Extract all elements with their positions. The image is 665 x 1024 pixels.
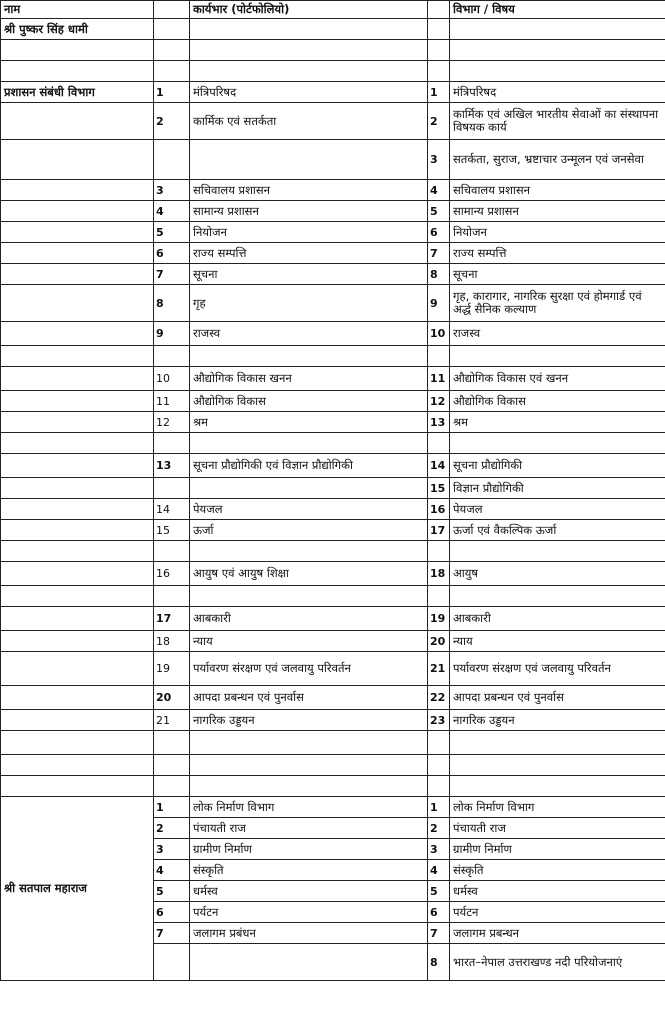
table-cell <box>154 776 190 797</box>
table-cell: न्याय <box>190 631 428 652</box>
table-cell: 5 <box>428 881 450 902</box>
table-cell <box>1 686 154 710</box>
table-cell <box>1 322 154 346</box>
table-cell: 14 <box>428 454 450 478</box>
table-cell: भारत–नेपाल उत्तराखण्ड नदी परियोजनाएं <box>450 944 665 981</box>
table-cell <box>1 222 154 243</box>
table-cell <box>154 541 190 562</box>
table-cell: न्याय <box>450 631 665 652</box>
table-row <box>1 797 665 818</box>
table-cell: 23 <box>428 710 450 731</box>
table-cell <box>450 40 665 61</box>
table-cell <box>190 61 428 82</box>
table-row <box>1 103 665 140</box>
table-row <box>1 562 665 586</box>
minister-name: श्री सतपाल महाराज <box>1 797 154 981</box>
table-cell: गृह, कारागार, नागरिक सुरक्षा एवं होमगार्ड एवं अर्द्ध सैनिक कल्याण <box>450 285 665 322</box>
empty-row <box>1 541 665 562</box>
table-cell: 7 <box>154 923 190 944</box>
table-cell: 2 <box>428 103 450 140</box>
table-cell: राजस्व <box>450 322 665 346</box>
table-cell: विज्ञान प्रौद्योगिकी <box>450 478 665 499</box>
table-row <box>1 391 665 412</box>
table-cell: 11 <box>154 391 190 412</box>
table-cell <box>190 755 428 776</box>
table-row <box>1 478 665 499</box>
table-cell <box>154 40 190 61</box>
section-title: प्रशासन संबंधी विभाग <box>1 82 154 103</box>
table-cell: 13 <box>428 412 450 433</box>
table-cell: मंत्रिपरिषद <box>450 82 665 103</box>
table-cell: 3 <box>154 839 190 860</box>
table-cell <box>190 776 428 797</box>
table-cell <box>1 103 154 140</box>
table-cell: सामान्य प्रशासन <box>190 201 428 222</box>
table-cell: 13 <box>154 454 190 478</box>
table-cell: नियोजन <box>450 222 665 243</box>
table-cell <box>1 607 154 631</box>
table-cell: 19 <box>428 607 450 631</box>
table-cell: 4 <box>428 180 450 201</box>
table-cell <box>450 731 665 755</box>
table-cell: 1 <box>428 82 450 103</box>
table-cell: राजस्व <box>190 322 428 346</box>
table-cell: पंचायती राज <box>190 818 428 839</box>
table-cell: पर्यटन <box>450 902 665 923</box>
table-cell: औद्योगिक विकास खनन <box>190 367 428 391</box>
table-row <box>1 710 665 731</box>
table-row <box>1 285 665 322</box>
table-cell: 1 <box>154 797 190 818</box>
table-cell: पर्यटन <box>190 902 428 923</box>
minister-row <box>1 19 665 40</box>
table-cell: 21 <box>154 710 190 731</box>
table-cell: सतर्कता, सुराज, भ्रष्टाचार उन्मूलन एवं जनसेवा <box>450 140 665 180</box>
table-cell: सामान्य प्रशासन <box>450 201 665 222</box>
table-cell: श्रम <box>190 412 428 433</box>
table-cell <box>1 412 154 433</box>
table-cell: 17 <box>428 520 450 541</box>
table-cell <box>450 61 665 82</box>
table-row <box>1 264 665 285</box>
table-cell: 19 <box>154 652 190 686</box>
table-cell <box>1 367 154 391</box>
header-name: नाम <box>1 1 154 19</box>
table-cell: 5 <box>154 222 190 243</box>
table-cell: नियोजन <box>190 222 428 243</box>
table-cell <box>1 61 154 82</box>
table-cell: 9 <box>428 285 450 322</box>
table-cell <box>1 201 154 222</box>
table-cell <box>428 433 450 454</box>
table-cell: 5 <box>154 881 190 902</box>
table-cell: जलागम प्रबंधन <box>190 923 428 944</box>
table-cell <box>154 944 190 981</box>
table-row <box>1 631 665 652</box>
table-cell <box>154 346 190 367</box>
table-cell: पेयजल <box>190 499 428 520</box>
table-cell <box>450 541 665 562</box>
table-cell: 11 <box>428 367 450 391</box>
table-row <box>1 243 665 264</box>
table-cell: 18 <box>428 562 450 586</box>
table-cell: 7 <box>154 264 190 285</box>
table-cell: औद्योगिक विकास एवं खनन <box>450 367 665 391</box>
table-cell: पर्यावरण संरक्षण एवं जलवायु परिवर्तन <box>450 652 665 686</box>
table-cell: 12 <box>154 412 190 433</box>
table-cell <box>1 433 154 454</box>
table-cell: जलागम प्रबन्धन <box>450 923 665 944</box>
table-cell <box>450 776 665 797</box>
table-cell <box>428 776 450 797</box>
table-cell: 6 <box>154 243 190 264</box>
table-cell <box>190 541 428 562</box>
table-cell: 5 <box>428 201 450 222</box>
table-cell <box>450 433 665 454</box>
table-cell: आबकारी <box>190 607 428 631</box>
empty-row <box>1 776 665 797</box>
table-row <box>1 454 665 478</box>
table-cell: 2 <box>154 818 190 839</box>
table-cell: सूचना <box>190 264 428 285</box>
table-cell: 15 <box>154 520 190 541</box>
table-cell: 1 <box>428 797 450 818</box>
table-cell <box>1 243 154 264</box>
table-cell: ग्रामीण निर्माण <box>450 839 665 860</box>
table-cell: 8 <box>154 285 190 322</box>
table-cell: 6 <box>428 222 450 243</box>
table-cell <box>450 346 665 367</box>
table-cell <box>1 541 154 562</box>
table-cell <box>428 61 450 82</box>
table-row <box>1 140 665 180</box>
table-cell: 8 <box>428 264 450 285</box>
table-row <box>1 412 665 433</box>
table-cell: गृह <box>190 285 428 322</box>
table-cell: 3 <box>428 839 450 860</box>
table-cell <box>428 755 450 776</box>
table-cell: 8 <box>428 944 450 981</box>
table-cell <box>190 346 428 367</box>
table-cell: पंचायती राज <box>450 818 665 839</box>
table-cell: 4 <box>154 860 190 881</box>
table-cell <box>154 731 190 755</box>
table-cell <box>1 264 154 285</box>
table-cell: कार्मिक एवं सतर्कता <box>190 103 428 140</box>
table-cell: राज्य सम्पत्ति <box>190 243 428 264</box>
table-row <box>1 520 665 541</box>
empty-row <box>1 755 665 776</box>
table-cell <box>428 346 450 367</box>
table-cell: आपदा प्रबन्धन एवं पुनर्वास <box>190 686 428 710</box>
table-cell <box>190 433 428 454</box>
table-cell: ग्रामीण निर्माण <box>190 839 428 860</box>
empty-row <box>1 433 665 454</box>
table-cell: पेयजल <box>450 499 665 520</box>
table-cell <box>190 731 428 755</box>
table-cell: 7 <box>428 243 450 264</box>
table-cell: धर्मस्व <box>190 881 428 902</box>
table-cell: ऊर्जा <box>190 520 428 541</box>
empty-row <box>1 586 665 607</box>
table-cell <box>450 586 665 607</box>
table-cell: 22 <box>428 686 450 710</box>
table-cell <box>1 285 154 322</box>
table-row <box>1 222 665 243</box>
table-cell: सूचना <box>450 264 665 285</box>
table-cell <box>1 40 154 61</box>
table-cell <box>190 944 428 981</box>
table-cell <box>1 391 154 412</box>
empty-row <box>1 346 665 367</box>
table-cell <box>1 710 154 731</box>
table-cell: आयुष <box>450 562 665 586</box>
table-row <box>1 499 665 520</box>
table-cell: संस्कृति <box>190 860 428 881</box>
table-cell <box>1 499 154 520</box>
table-cell: आपदा प्रबन्धन एवं पुनर्वास <box>450 686 665 710</box>
table-cell: संस्कृति <box>450 860 665 881</box>
table-row <box>1 686 665 710</box>
table-cell <box>1 478 154 499</box>
table-cell: 2 <box>154 103 190 140</box>
table-cell: 3 <box>428 140 450 180</box>
table-cell: नागरिक उड्डयन <box>450 710 665 731</box>
table-cell <box>428 586 450 607</box>
table-cell <box>1 346 154 367</box>
table-row <box>1 180 665 201</box>
table-cell: लोक निर्माण विभाग <box>450 797 665 818</box>
table-cell <box>154 755 190 776</box>
table-cell <box>190 140 428 180</box>
table-cell: धर्मस्व <box>450 881 665 902</box>
table-cell <box>154 19 190 40</box>
table-cell <box>1 562 154 586</box>
table-cell <box>154 586 190 607</box>
table-cell: 1 <box>154 82 190 103</box>
table-cell <box>190 478 428 499</box>
table-cell: 3 <box>154 180 190 201</box>
table-cell: औद्योगिक विकास <box>450 391 665 412</box>
table-cell <box>1 755 154 776</box>
minister-name: श्री पुष्कर सिंह धामी <box>1 19 154 40</box>
table-cell: श्रम <box>450 412 665 433</box>
table-cell: आयुष एवं आयुष शिक्षा <box>190 562 428 586</box>
table-cell <box>450 755 665 776</box>
table-cell <box>428 19 450 40</box>
table-cell <box>1 586 154 607</box>
table-cell <box>1 454 154 478</box>
table-row <box>1 322 665 346</box>
table-cell <box>154 61 190 82</box>
table-cell: 10 <box>154 367 190 391</box>
table-cell: 20 <box>428 631 450 652</box>
table-cell: 12 <box>428 391 450 412</box>
table-cell: पर्यावरण संरक्षण एवं जलवायु परिवर्तन <box>190 652 428 686</box>
table-cell: 10 <box>428 322 450 346</box>
table-cell <box>154 433 190 454</box>
table-cell: लोक निर्माण विभाग <box>190 797 428 818</box>
empty-row <box>1 61 665 82</box>
table-cell: 20 <box>154 686 190 710</box>
table-cell <box>1 652 154 686</box>
table-cell: 2 <box>428 818 450 839</box>
table-cell: 16 <box>154 562 190 586</box>
table-cell: आबकारी <box>450 607 665 631</box>
table-cell: 7 <box>428 923 450 944</box>
table-cell <box>190 19 428 40</box>
table-row <box>1 367 665 391</box>
table-cell: 14 <box>154 499 190 520</box>
table-cell: 9 <box>154 322 190 346</box>
table-cell <box>190 586 428 607</box>
table-cell: 4 <box>154 201 190 222</box>
table-cell: 16 <box>428 499 450 520</box>
table-cell: मंत्रिपरिषद <box>190 82 428 103</box>
table-cell: राज्य सम्पत्ति <box>450 243 665 264</box>
table-cell <box>428 40 450 61</box>
table-cell <box>1 731 154 755</box>
table-cell <box>1 180 154 201</box>
table-cell: 18 <box>154 631 190 652</box>
table-cell <box>154 478 190 499</box>
table-cell: सचिवालय प्रशासन <box>450 180 665 201</box>
table-cell <box>1 631 154 652</box>
table-row <box>1 652 665 686</box>
table-cell: 6 <box>154 902 190 923</box>
table-cell: कार्मिक एवं अखिल भारतीय सेवाओं का संस्थापना विषयक कार्य <box>450 103 665 140</box>
table-cell: सचिवालय प्रशासन <box>190 180 428 201</box>
table-cell <box>428 541 450 562</box>
header-portfolio: कार्यभार (पोर्टफोलियो) <box>190 1 428 19</box>
table-cell <box>1 140 154 180</box>
header-department: विभाग / विषय <box>450 1 665 19</box>
table-cell: सूचना प्रौद्योगिकी <box>450 454 665 478</box>
table-row <box>1 201 665 222</box>
table-cell <box>428 1 450 19</box>
table-cell: सूचना प्रौद्योगिकी एवं विज्ञान प्रौद्योगिकी <box>190 454 428 478</box>
empty-row <box>1 731 665 755</box>
table-cell: 4 <box>428 860 450 881</box>
table-cell <box>1 520 154 541</box>
table-cell <box>154 1 190 19</box>
table-cell <box>190 40 428 61</box>
header-row <box>1 1 665 19</box>
table-cell <box>428 731 450 755</box>
table-row <box>1 607 665 631</box>
table-cell: 21 <box>428 652 450 686</box>
empty-row <box>1 40 665 61</box>
table-cell <box>154 140 190 180</box>
table-cell <box>450 19 665 40</box>
table-cell <box>1 776 154 797</box>
table-row <box>1 82 665 103</box>
table-cell: औद्योगिक विकास <box>190 391 428 412</box>
table-cell: 17 <box>154 607 190 631</box>
table-cell: ऊर्जा एवं वैकल्पिक ऊर्जा <box>450 520 665 541</box>
table-cell: नागरिक उड्डयन <box>190 710 428 731</box>
table-cell: 6 <box>428 902 450 923</box>
table-cell: 15 <box>428 478 450 499</box>
